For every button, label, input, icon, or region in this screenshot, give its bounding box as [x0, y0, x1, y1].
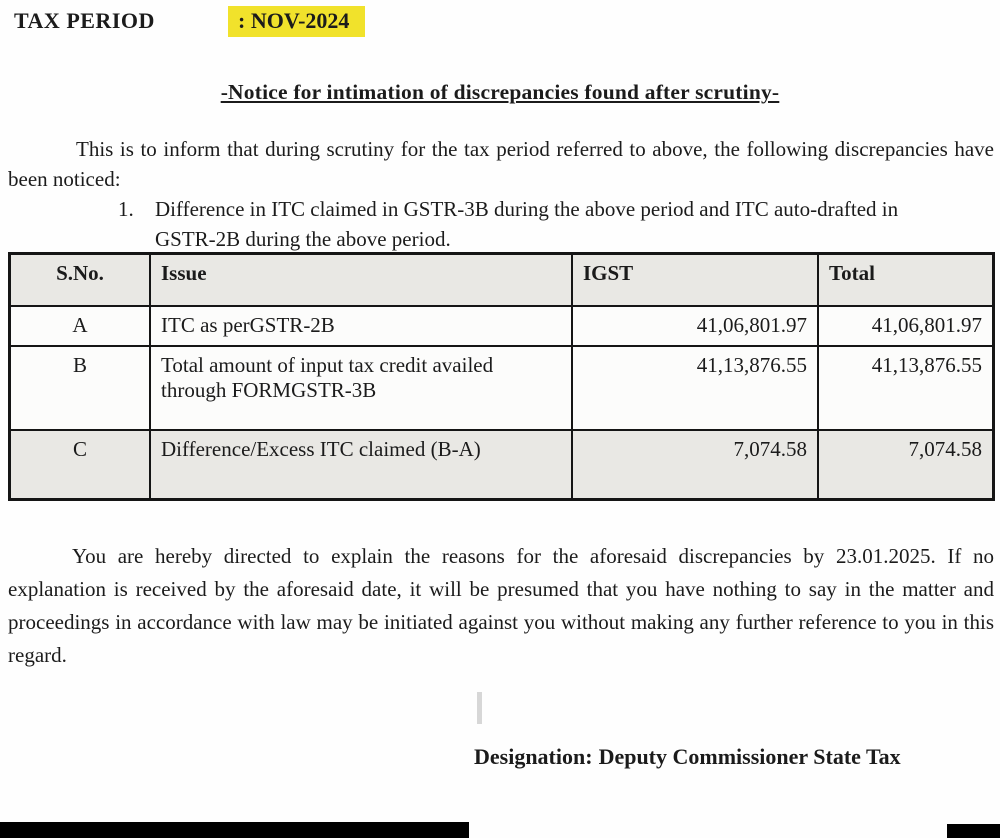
cell-total: 41,06,801.97 — [818, 306, 994, 346]
cell-sno: A — [10, 306, 151, 346]
discrepancy-table — [8, 252, 995, 501]
redaction-bar-right — [947, 824, 1000, 838]
table-row — [10, 430, 994, 500]
designation-label: Designation: — [474, 744, 593, 769]
cell-igst: 41,06,801.97 — [572, 306, 818, 346]
cell-issue: ITC as perGSTR-2B — [150, 306, 572, 346]
cell-igst: 7,074.58 — [572, 430, 818, 500]
designation-value: Deputy Commissioner State Tax — [598, 744, 901, 769]
cell-sno: B — [10, 346, 151, 430]
cell-igst: 41,13,876.55 — [572, 346, 818, 430]
notice-title: -Notice for intimation of discrepancies found after scrutiny- — [220, 80, 780, 104]
cell-total: 41,13,876.55 — [818, 346, 994, 430]
directive-paragraph: You are hereby directed to explain the reasons for the aforesaid discrepancies by 23.01.2025. If no explanation is received by the aforesaid date, it will be presumed that you have nothing to say in the matter and proceedings in accordance with law may be initiated against you without making any further reference to you in this regard. — [8, 544, 994, 667]
table-row — [10, 306, 994, 346]
cell-issue: Difference/Excess ITC claimed (B-A) — [150, 430, 572, 500]
list-item-text: Difference in ITC claimed in GSTR-3B during the above period and ITC auto-drafted in GSTR-2B during the above period. — [155, 197, 899, 251]
table-row — [10, 346, 994, 430]
col-header-total: Total — [818, 254, 994, 306]
redaction-bar-left — [0, 822, 469, 838]
col-header-sno: S.No. — [10, 254, 151, 306]
tax-period-value-highlight: : NOV-2024 — [228, 6, 365, 37]
list-item-number: 1. — [118, 197, 134, 221]
cell-issue: Total amount of input tax credit availed through FORMGSTR-3B — [150, 346, 572, 430]
col-header-issue: Issue — [150, 254, 572, 306]
scan-artifact-mark — [477, 692, 482, 724]
table-header-row — [10, 254, 994, 306]
discrepancy-list-item — [0, 194, 1000, 254]
designation-line — [474, 744, 901, 770]
tax-period-label: TAX PERIOD — [14, 8, 155, 33]
col-header-igst: IGST — [572, 254, 818, 306]
intro-paragraph: This is to inform that during scrutiny for the tax period referred to above, the following discrepancies have been noticed: — [8, 137, 994, 191]
cell-sno: C — [10, 430, 151, 500]
cell-total: 7,074.58 — [818, 430, 994, 500]
